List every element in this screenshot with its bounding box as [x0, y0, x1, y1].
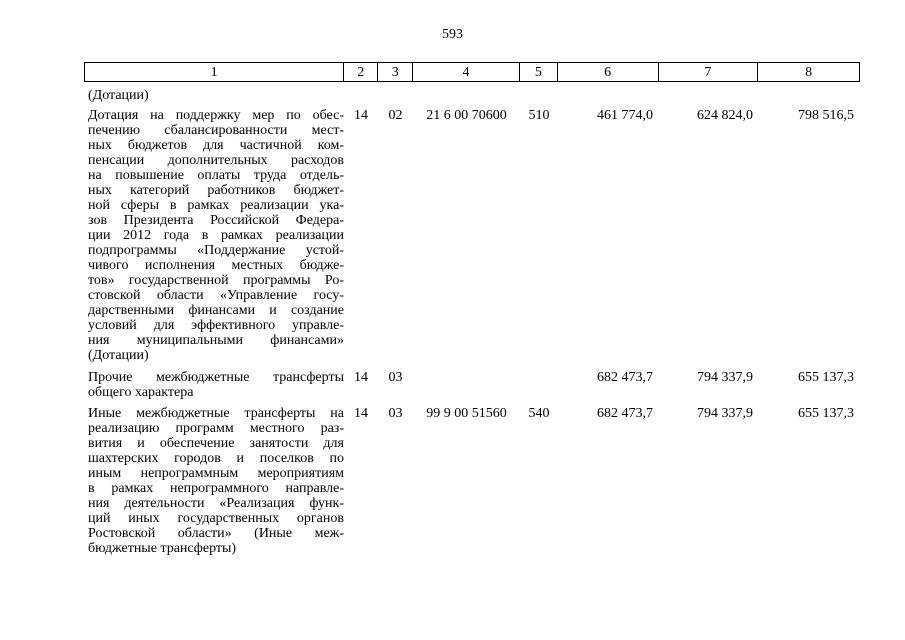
col-amount-2: 794 337,9: [697, 406, 753, 421]
col-section: 14: [354, 406, 368, 421]
col-subsection: [378, 88, 413, 103]
header-col-7: 7: [659, 63, 759, 81]
col-subsection: 03: [388, 370, 403, 385]
header-col-3: 3: [378, 63, 413, 81]
description-line: подпрограммы «Поддержание устой-: [88, 243, 344, 258]
col-amount-3: [759, 88, 860, 103]
description-line: ния деятельности «Реализация функ-: [88, 496, 344, 511]
table-row: [84, 108, 860, 363]
description-line: ных бюджетов для частичной ком-: [88, 138, 344, 153]
col-target-article: [413, 88, 520, 103]
description-line: шахтерских городов и поселков по: [88, 451, 344, 466]
table-header: [84, 62, 860, 82]
table-row: [84, 406, 860, 556]
description-line: ных категорий работников бюджет-: [88, 183, 344, 198]
col-expense-type: [520, 88, 558, 103]
col-amount-1: [558, 88, 659, 103]
row-description: [84, 406, 344, 556]
description-line: зов Президента Российской Федера-: [88, 213, 344, 228]
description-line: бюджетные трансферты): [88, 541, 237, 556]
description-line: (Дотации): [88, 348, 149, 363]
table-row: [84, 88, 860, 103]
col-amount-1: 682 473,7: [597, 406, 653, 421]
col-amount-1: 461 774,0: [597, 108, 653, 123]
col-expense-type: [520, 370, 558, 400]
description-line: общего характера: [88, 385, 194, 400]
col-amount-3: 655 137,3: [798, 370, 854, 385]
header-col-8: 8: [805, 65, 813, 80]
header-col-1: 1: [85, 63, 344, 81]
col-expense-type: 510: [528, 108, 550, 123]
description-line: Дотация на поддержку мер по обес-: [88, 108, 344, 123]
description-line: Ростовской области» (Иные меж-: [88, 526, 344, 541]
table-row: [84, 370, 860, 400]
description-line: на повышение оплаты труда отдель-: [88, 168, 344, 183]
col-target-article: 21 6 00 70600: [426, 108, 507, 123]
description-line: ции 2012 года в рамках реализации: [88, 228, 344, 243]
header-col-6: 6: [558, 63, 659, 81]
header-col-4: 4: [413, 63, 520, 81]
col-amount-2: 624 824,0: [697, 108, 753, 123]
col-target-article: [413, 370, 520, 400]
description-line: пенсации дополнительных расходов: [88, 153, 344, 168]
col-amount-3: 655 137,3: [798, 406, 854, 421]
description-line: (Дотации): [88, 88, 149, 103]
description-line: печению сбалансированности мест-: [88, 123, 344, 138]
description-line: Прочие межбюджетные трансферты: [88, 370, 344, 385]
col-subsection: 03: [388, 406, 403, 421]
col-target-article: 99 9 00 51560: [426, 406, 507, 421]
description-line: стовской области «Управление госу-: [88, 288, 344, 303]
description-line: условий для эффективного управле-: [88, 318, 344, 333]
page-number: 593: [442, 27, 463, 42]
description-line: вития и обеспечение занятости для: [88, 436, 344, 451]
description-line: чивого исполнения местных бюдже-: [88, 258, 344, 273]
description-line: дарственными финансами и создание: [88, 303, 344, 318]
col-section: 14: [354, 108, 368, 123]
col-amount-3: 798 516,5: [798, 108, 854, 123]
col-amount-2: [659, 88, 759, 103]
header-col-2: 2: [344, 63, 378, 81]
col-amount-2: 794 337,9: [697, 370, 753, 385]
description-line: Иные межбюджетные трансферты на: [88, 406, 344, 421]
col-amount-1: 682 473,7: [597, 370, 653, 385]
description-line: в рамках непрограммного направле-: [88, 481, 344, 496]
description-line: ния муниципальными финансами»: [88, 333, 344, 348]
description-line: иным непрограммным мероприятиям: [88, 466, 344, 481]
row-description: [84, 108, 344, 363]
header-col-5: 5: [520, 63, 558, 81]
row-description: [84, 370, 344, 400]
col-expense-type: 540: [528, 406, 550, 421]
col-section: [344, 88, 378, 103]
description-line: ной сферы в рамках реализации ука-: [88, 198, 344, 213]
description-line: тов» государственной программы Ро-: [88, 273, 344, 288]
col-subsection: 02: [388, 108, 403, 123]
row-description: [84, 88, 344, 103]
description-line: реализацию программ местного раз-: [88, 421, 344, 436]
description-line: ций иных государственных органов: [88, 511, 344, 526]
col-section: 14: [354, 370, 368, 385]
